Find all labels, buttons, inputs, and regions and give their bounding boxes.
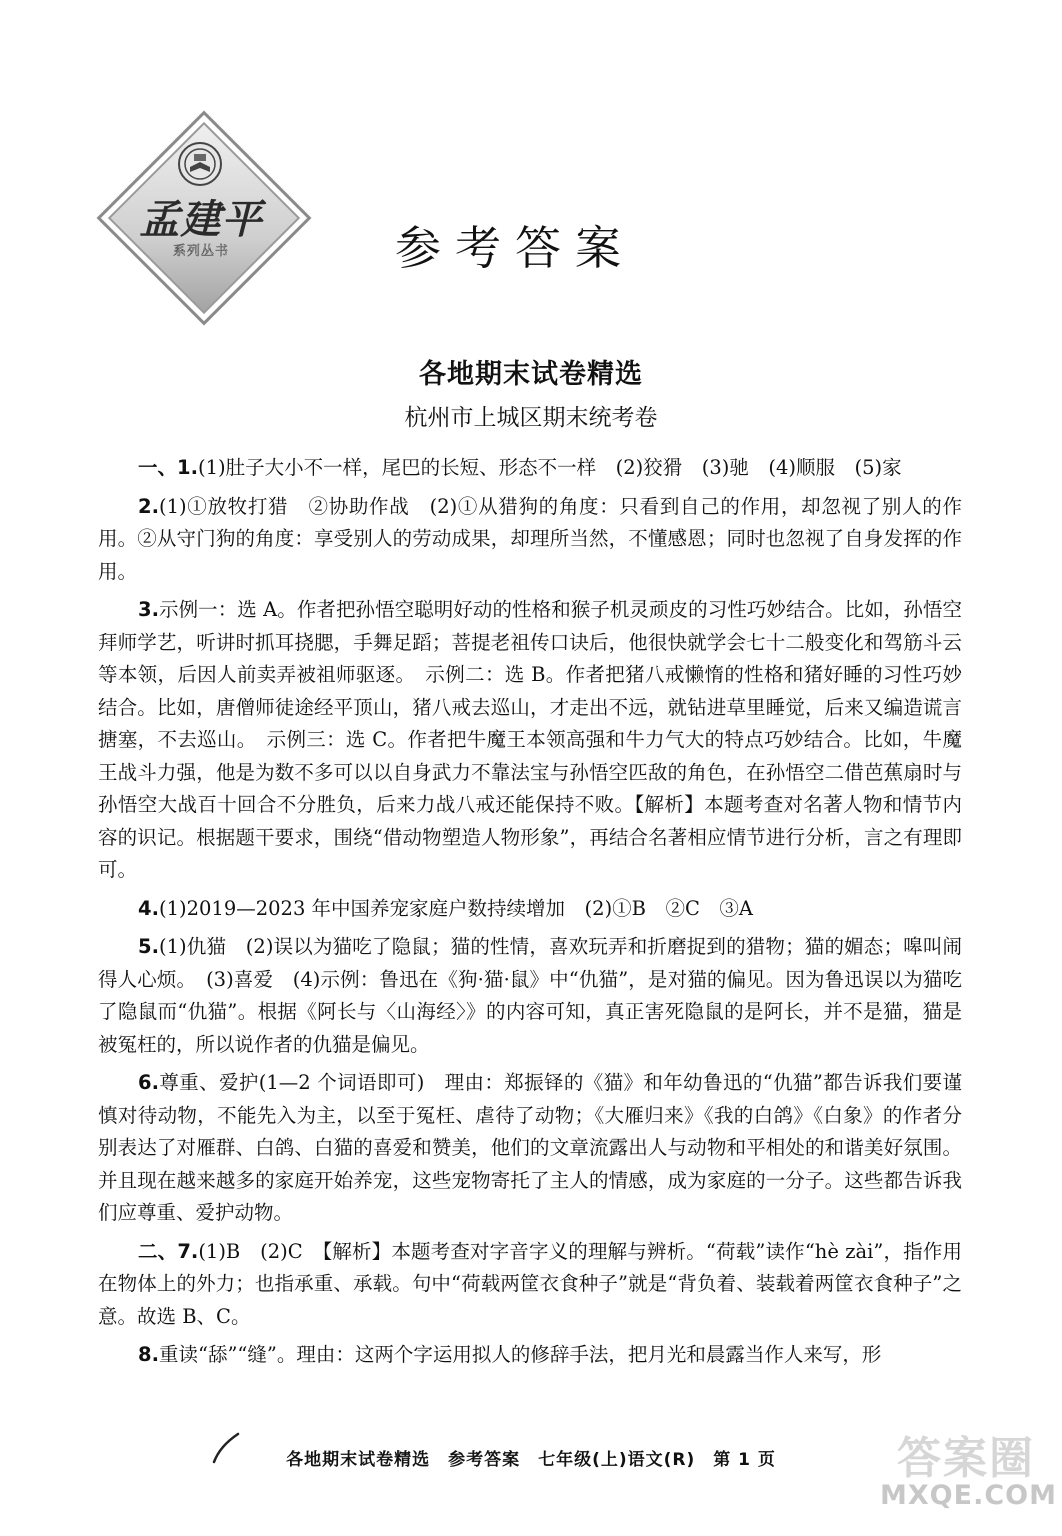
site-watermark [880,1418,1057,1530]
watermark-glyphs: 答案圈 [897,1433,1035,1484]
logo-name: 孟建平 [139,196,263,243]
answer-item [98,893,962,926]
answer-item [98,491,962,589]
publisher-logo [96,110,306,320]
exam-subtitle: 杭州市上城区期末统考卷 [404,405,658,431]
answer-text: 重读“舔”“缝”。理由：这两个字运用拟人的修辞手法，把月光和晨露当作人来写，形 [158,1343,882,1366]
answer-text: 尊重、爱护(1—2 个词语即可) 理由：郑振铎的《猫》和年幼鲁迅的“仇猫”都告诉我们要谨慎对待动物，不能先入为主，以至于冤枉、虐待了动物；《大雁归来》《我的白鸽》《白象》的作者分别表达了对雁群、白鸽、白猫的喜爱和赞美，他们的文章流露出人与动物和平相处的和谐美好氛围。并且现在越来越多的家庭开始养宠，这些宠物寄托了主人的情感，成为家庭的一分子。这些都告诉我们应尊重、爱护动物。 [98,1071,962,1224]
section-title: 各地期末试卷精选 [419,359,643,390]
answer-text: (1)仇猫 (2)误以为猫吃了隐鼠；猫的性情，喜欢玩弄和折磨捉到的猎物；猫的媚态；嗥叫闹得人心烦。 (3)喜爱 (4)示例：鲁迅在《狗·猫·鼠》中“仇猫”，是对猫的偏见。因为鲁迅误以为猫吃了隐鼠而“仇猫”。根据《阿长与〈山海经〉》的内容可知，真正害死隐鼠的是阿长，并不是猫，猫是被冤枉的，所以说作者的仇猫是偏见。 [98,935,962,1056]
answer-item [98,452,962,485]
answer-text: (1)B (2)C 【解析】本题考查对字音字义的理解与辨析。“荷载”读作“hè zài”，指作用在物体上的外力；也指承重、承载。句中“荷载两筐衣食种子”就是“背负着、装载着两筐衣食种子”之意。故选 B、C。 [98,1239,962,1328]
answer-number: 二、7. [138,1239,199,1263]
answer-text: (1)①放牧打猎 ②协助作战 (2)①从猎狗的角度：只看到自己的作用，却忽视了别人的作用。②从守门狗的角度：享受别人的劳动成果，却理所当然，不懂感恩；同时也忽视了自身发挥的作用。 [98,494,962,583]
answer-list [98,452,962,1378]
answer-item [98,1339,962,1372]
answer-number: 8. [138,1343,159,1366]
answer-number: 2. [138,494,159,518]
answer-number: 3. [138,598,159,621]
answer-item [98,1067,962,1230]
page-footer: 各地期末试卷精选 参考答案 七年级(上)语文(R) 第 1 页 [286,1450,776,1470]
logo-subtitle: 系列丛书 [172,244,229,259]
answer-item [98,1236,962,1334]
answer-number: 4. [138,896,159,920]
answer-item [98,594,962,887]
page-title: 参考答案 [395,221,635,275]
answer-number: 6. [138,1071,159,1094]
answer-text: (1)肚子大小不一样，尾巴的长短、形态不一样 (2)狡猾 (3)驰 (4)顺服 (5)家 [197,456,902,479]
school-emblem-icon [176,140,224,188]
answer-number: 一、1. [138,456,198,479]
watermark-text: MXQE.COM [880,1480,1057,1511]
answer-item [98,931,962,1061]
answer-text: (1)2019—2023 年中国养宠家庭户数持续增加 (2)①B ②C ③A [158,896,754,920]
answer-text: 示例一：选 A。作者把孙悟空聪明好动的性格和猴子机灵顽皮的习性巧妙结合。比如，孙悟空拜师学艺，听讲时抓耳挠腮，手舞足蹈；菩提老祖传口诀后，他很快就学会七十二般变化和驾筋斗云等本领，后因人前卖弄被祖师驱逐。 示例二：选 B。作者把猪八戒懒惰的性格和猪好睡的习性巧妙结合。比如，唐僧师徒途经平顶山，猪八戒去巡山，才走出不远，就钻进草里睡觉，后来又编造谎言搪塞，不去巡山。 示例三：选 C。作者把牛魔王本领高强和牛力气大的特点巧妙结合。比如，牛魔王战斗力强，他是为数不多可以以自身武力不靠法宝与孙悟空匹敌的角色，在孙悟空二借芭蕉扇时与孙悟空大战百十回合不分胜负，后来力战八戒还能保持不败。【解析】本题考查对名著人物和情节内容的识记。根据题干要求，围绕“借动物塑造人物形象”，再结合名著相应情节进行分析，言之有理即可。 [98,598,962,881]
answer-number: 5. [138,935,159,958]
